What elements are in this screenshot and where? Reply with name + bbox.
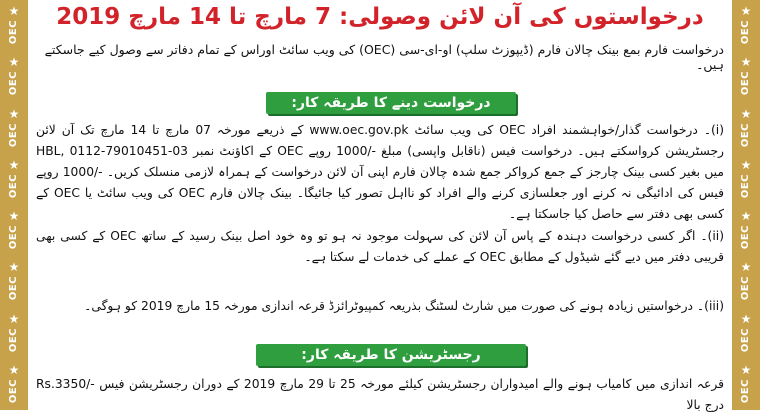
- border-label: OEC: [8, 378, 19, 403]
- procedure-point-1: (i)۔ درخواست گذار/خواہشمند افراد OEC کی ویب سائٹ www.oec.gov.pk کے ذریعے مورخہ 07 مارچ تا 14 مارچ تک آن لائن رجسٹریشن کرواسکتے ہیں۔ درخواست فیس (ناقابل واپسی) مبلغ -/1000 روپے OEC کے اکاؤنٹ نمبر HBL, 0112-79010451-03 میں بغیر کسی بینک چارجز کے جمع کرواکر جمع شدہ چالان فارم اپنی آن لائن درخواست کے ہمراہ لازمی منسلک کریں۔ -/1000 روپے فیس کی ادائیگی نہ کرنے اور جعلسازی کرنے والے افراد کو نااہل تصور کیا جائیگا۔ بینک چالان فارم OEC کی ویب سائٹ یا OEC کے کسی بھی دفتر سے حاصل کیا جاسکتا ہے۔: [36, 123, 724, 221]
- star-icon: ★: [740, 4, 752, 18]
- star-icon: ★: [740, 157, 752, 172]
- border-label: OEC: [740, 276, 751, 301]
- star-icon: ★: [8, 4, 20, 18]
- right-decorative-border: [732, 0, 760, 410]
- border-label: OEC: [8, 20, 19, 45]
- border-label: OEC: [8, 276, 19, 301]
- border-label: OEC: [740, 327, 751, 352]
- page-title: درخواستوں کی آن لائن وصولی: 7 مارچ تا 14 مارچ 2019: [56, 4, 704, 30]
- star-icon: ★: [740, 311, 752, 326]
- star-icon: ★: [740, 260, 752, 275]
- registration-procedure-heading: رجسٹریشن کا طریقہ کار:: [256, 344, 526, 366]
- notice-content: [36, 0, 724, 410]
- star-icon: ★: [8, 362, 20, 377]
- procedure-point-2: (ii)۔ اگر کسی درخواست دہندہ کے پاس آن لائن کی سہولت موجود نہ ہو تو وہ خود اصل بینک رسید کے ساتھ OEC کے کسی بھی قریبی دفتر میں دیے گئے شیڈول کے مطابق OEC کے عملے کی خدمات لے سکتا ہے۔: [36, 229, 724, 264]
- star-icon: ★: [8, 157, 20, 172]
- border-label: OEC: [740, 225, 751, 250]
- border-label: OEC: [8, 71, 19, 96]
- star-icon: ★: [740, 362, 752, 377]
- border-label: OEC: [8, 173, 19, 198]
- border-label: OEC: [8, 122, 19, 147]
- star-icon: ★: [740, 55, 752, 70]
- border-label: OEC: [740, 71, 751, 96]
- border-label: OEC: [8, 327, 19, 352]
- border-label: OEC: [740, 173, 751, 198]
- star-icon: ★: [8, 260, 20, 275]
- intro-text: درخواست فارم بمع بینک چالان فارم (ڈیپوزٹ سلپ) او-ای-سی (OEC) کی ویب سائٹ اوراس کے تمام دفاتر سے وصول کیے جاسکتے ہیں۔: [44, 42, 724, 72]
- star-icon: ★: [8, 311, 20, 326]
- registration-text: قرعہ اندازی میں کامیاب ہونے والے امیدواران رجسٹریشن کیلئے مورخہ 25 تا 29 مارچ 2019 کے دوران رجسٹریشن فیس -/Rs.3350 درج بالا: [36, 377, 724, 412]
- border-label: OEC: [8, 225, 19, 250]
- procedure-point-3: (iii)۔ درخواستیں زیادہ ہونے کی صورت میں شارٹ لسٹنگ بذریعہ کمپیوٹرائزڈ قرعہ اندازی مورخہ 15 مارچ 2019 کو ہوگی۔: [84, 299, 724, 313]
- border-label: OEC: [740, 378, 751, 403]
- application-procedure-heading: درخواست دینے کا طریقہ کار:: [266, 92, 516, 114]
- star-icon: ★: [740, 106, 752, 121]
- border-label: OEC: [740, 122, 751, 147]
- star-icon: ★: [8, 55, 20, 70]
- star-icon: ★: [8, 209, 20, 223]
- left-decorative-border: [0, 0, 28, 410]
- border-label: OEC: [740, 20, 751, 45]
- star-icon: ★: [740, 209, 752, 223]
- star-icon: ★: [8, 106, 20, 121]
